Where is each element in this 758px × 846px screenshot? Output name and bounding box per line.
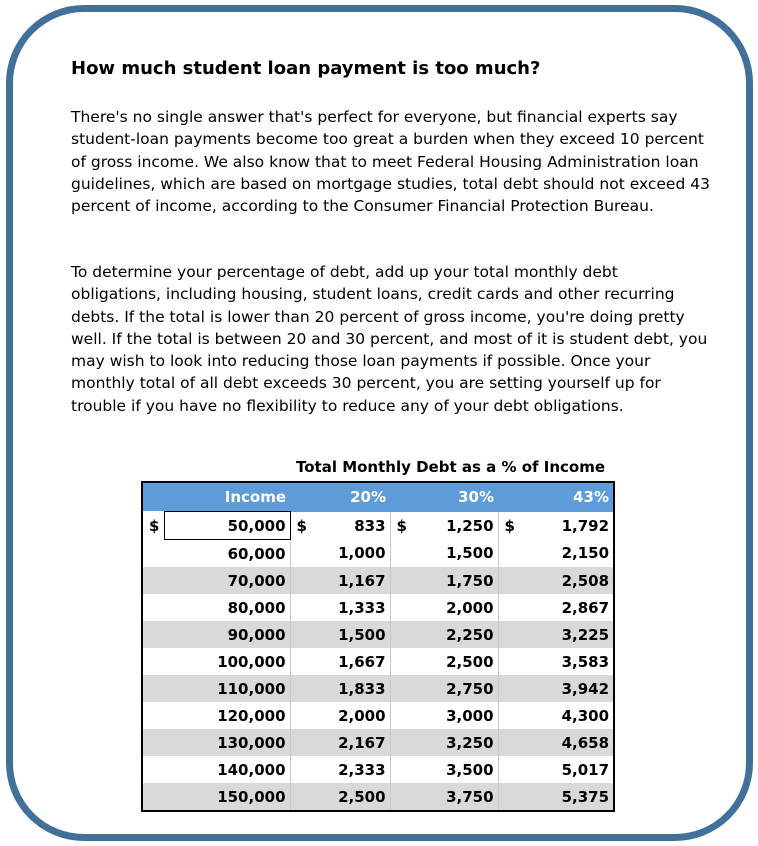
income-cell: 90,000 xyxy=(164,621,290,648)
pct43-cell: 5,375 xyxy=(520,783,614,811)
currency-symbol xyxy=(142,702,164,729)
income-cell: 130,000 xyxy=(164,729,290,756)
currency-symbol xyxy=(498,702,520,729)
article-paragraph-1: There's no single answer that's perfect for everyone, but financial experts say student-loan payments become too great a burden when they exceed 10 percent of gross income. We also know that to meet Federal Housing Administration loan guidelines, which are based on mortgage studies, total debt should not exceed 43 percent of income, according to the Consumer Financial Protection Bureau. xyxy=(71,108,710,216)
currency-symbol xyxy=(498,567,520,594)
currency-symbol: $ xyxy=(390,512,412,540)
currency-symbol: $ xyxy=(498,512,520,540)
currency-symbol xyxy=(390,648,412,675)
currency-symbol xyxy=(498,540,520,568)
income-cell: 100,000 xyxy=(164,648,290,675)
pct43-cell: 2,867 xyxy=(520,594,614,621)
pct43-cell: 4,658 xyxy=(520,729,614,756)
income-cell: 150,000 xyxy=(164,783,290,811)
pct20-cell: 2,333 xyxy=(312,756,390,783)
header-20-percent: 20% xyxy=(290,482,390,512)
currency-symbol xyxy=(290,729,312,756)
currency-symbol xyxy=(142,594,164,621)
pct20-cell: 1,500 xyxy=(312,621,390,648)
currency-symbol: $ xyxy=(290,512,312,540)
currency-symbol xyxy=(498,621,520,648)
pct43-cell: 3,225 xyxy=(520,621,614,648)
currency-symbol xyxy=(390,702,412,729)
pct30-cell: 2,750 xyxy=(412,675,498,702)
pct20-cell: 1,000 xyxy=(312,540,390,568)
currency-symbol xyxy=(390,621,412,648)
currency-symbol xyxy=(290,702,312,729)
pct43-cell: 5,017 xyxy=(520,756,614,783)
pct30-cell: 1,750 xyxy=(412,567,498,594)
pct20-cell: 1,667 xyxy=(312,648,390,675)
currency-symbol xyxy=(290,783,312,811)
currency-symbol xyxy=(290,567,312,594)
currency-symbol xyxy=(390,783,412,811)
currency-symbol xyxy=(142,540,164,568)
pct30-cell: 2,500 xyxy=(412,648,498,675)
pct20-cell: 1,167 xyxy=(312,567,390,594)
pct30-cell: 3,500 xyxy=(412,756,498,783)
table-row xyxy=(142,540,614,568)
currency-symbol xyxy=(390,729,412,756)
currency-symbol xyxy=(142,729,164,756)
table-title: Total Monthly Debt as a % of Income xyxy=(296,458,606,476)
pct30-cell: 1,500 xyxy=(412,540,498,568)
pct43-cell: 2,508 xyxy=(520,567,614,594)
income-cell: 110,000 xyxy=(164,675,290,702)
table-row xyxy=(142,702,614,729)
pct43-cell: 4,300 xyxy=(520,702,614,729)
currency-symbol xyxy=(142,621,164,648)
header-30-percent: 30% xyxy=(390,482,498,512)
pct30-cell: 3,750 xyxy=(412,783,498,811)
currency-symbol xyxy=(498,648,520,675)
currency-symbol xyxy=(498,756,520,783)
table-header-row xyxy=(142,482,614,512)
table-row xyxy=(142,567,614,594)
income-cell: 80,000 xyxy=(164,594,290,621)
income-cell: 120,000 xyxy=(164,702,290,729)
header-43-percent: 43% xyxy=(498,482,614,512)
income-cell: 70,000 xyxy=(164,567,290,594)
currency-symbol xyxy=(390,594,412,621)
currency-symbol xyxy=(142,567,164,594)
pct43-cell: 3,942 xyxy=(520,675,614,702)
header-income: Income xyxy=(142,482,290,512)
pct30-cell: 1,250 xyxy=(412,512,498,540)
pct43-cell: 3,583 xyxy=(520,648,614,675)
currency-symbol xyxy=(290,756,312,783)
currency-symbol xyxy=(290,621,312,648)
income-cell: 140,000 xyxy=(164,756,290,783)
pct43-cell: 1,792 xyxy=(520,512,614,540)
table-row xyxy=(142,648,614,675)
currency-symbol xyxy=(390,756,412,783)
pct30-cell: 2,000 xyxy=(412,594,498,621)
currency-symbol xyxy=(142,675,164,702)
income-cell: 60,000 xyxy=(164,540,290,568)
currency-symbol xyxy=(290,540,312,568)
currency-symbol xyxy=(142,783,164,811)
pct20-cell: 1,833 xyxy=(312,675,390,702)
pct30-cell: 3,250 xyxy=(412,729,498,756)
currency-symbol xyxy=(498,675,520,702)
article-paragraph-2: To determine your percentage of debt, add up your total monthly debt obligations, including housing, student loans, credit cards and other recurring debts. If the total is lower than 20 percent of gross income, you're doing pretty well. If the total is between 20 and 30 percent, and most of it is student debt, you may wish to look into reducing those loan payments if possible. Once your monthly total of all debt exceeds 30 percent, you are setting yourself up for trouble if you have no flexibility to reduce any of your debt obligations. xyxy=(71,263,708,415)
currency-symbol xyxy=(290,648,312,675)
table-row xyxy=(142,783,614,811)
pct20-cell: 2,000 xyxy=(312,702,390,729)
table-row xyxy=(142,512,614,540)
table-row xyxy=(142,729,614,756)
currency-symbol xyxy=(290,675,312,702)
pct43-cell: 2,150 xyxy=(520,540,614,568)
pct20-cell: 2,500 xyxy=(312,783,390,811)
currency-symbol xyxy=(142,756,164,783)
income-cell: 50,000 xyxy=(164,512,290,540)
currency-symbol xyxy=(290,594,312,621)
table-row xyxy=(142,675,614,702)
pct20-cell: 2,167 xyxy=(312,729,390,756)
pct20-cell: 1,333 xyxy=(312,594,390,621)
currency-symbol xyxy=(498,594,520,621)
pct30-cell: 3,000 xyxy=(412,702,498,729)
pct20-cell: 833 xyxy=(312,512,390,540)
table-row xyxy=(142,594,614,621)
currency-symbol xyxy=(390,675,412,702)
pct30-cell: 2,250 xyxy=(412,621,498,648)
currency-symbol xyxy=(498,783,520,811)
debt-income-table xyxy=(141,481,615,812)
currency-symbol xyxy=(498,729,520,756)
currency-symbol xyxy=(390,567,412,594)
table-row xyxy=(142,621,614,648)
currency-symbol xyxy=(390,540,412,568)
currency-symbol: $ xyxy=(142,512,164,540)
currency-symbol xyxy=(142,648,164,675)
table-row xyxy=(142,756,614,783)
article-title: How much student loan payment is too much? xyxy=(71,58,541,79)
table-body xyxy=(142,512,614,812)
